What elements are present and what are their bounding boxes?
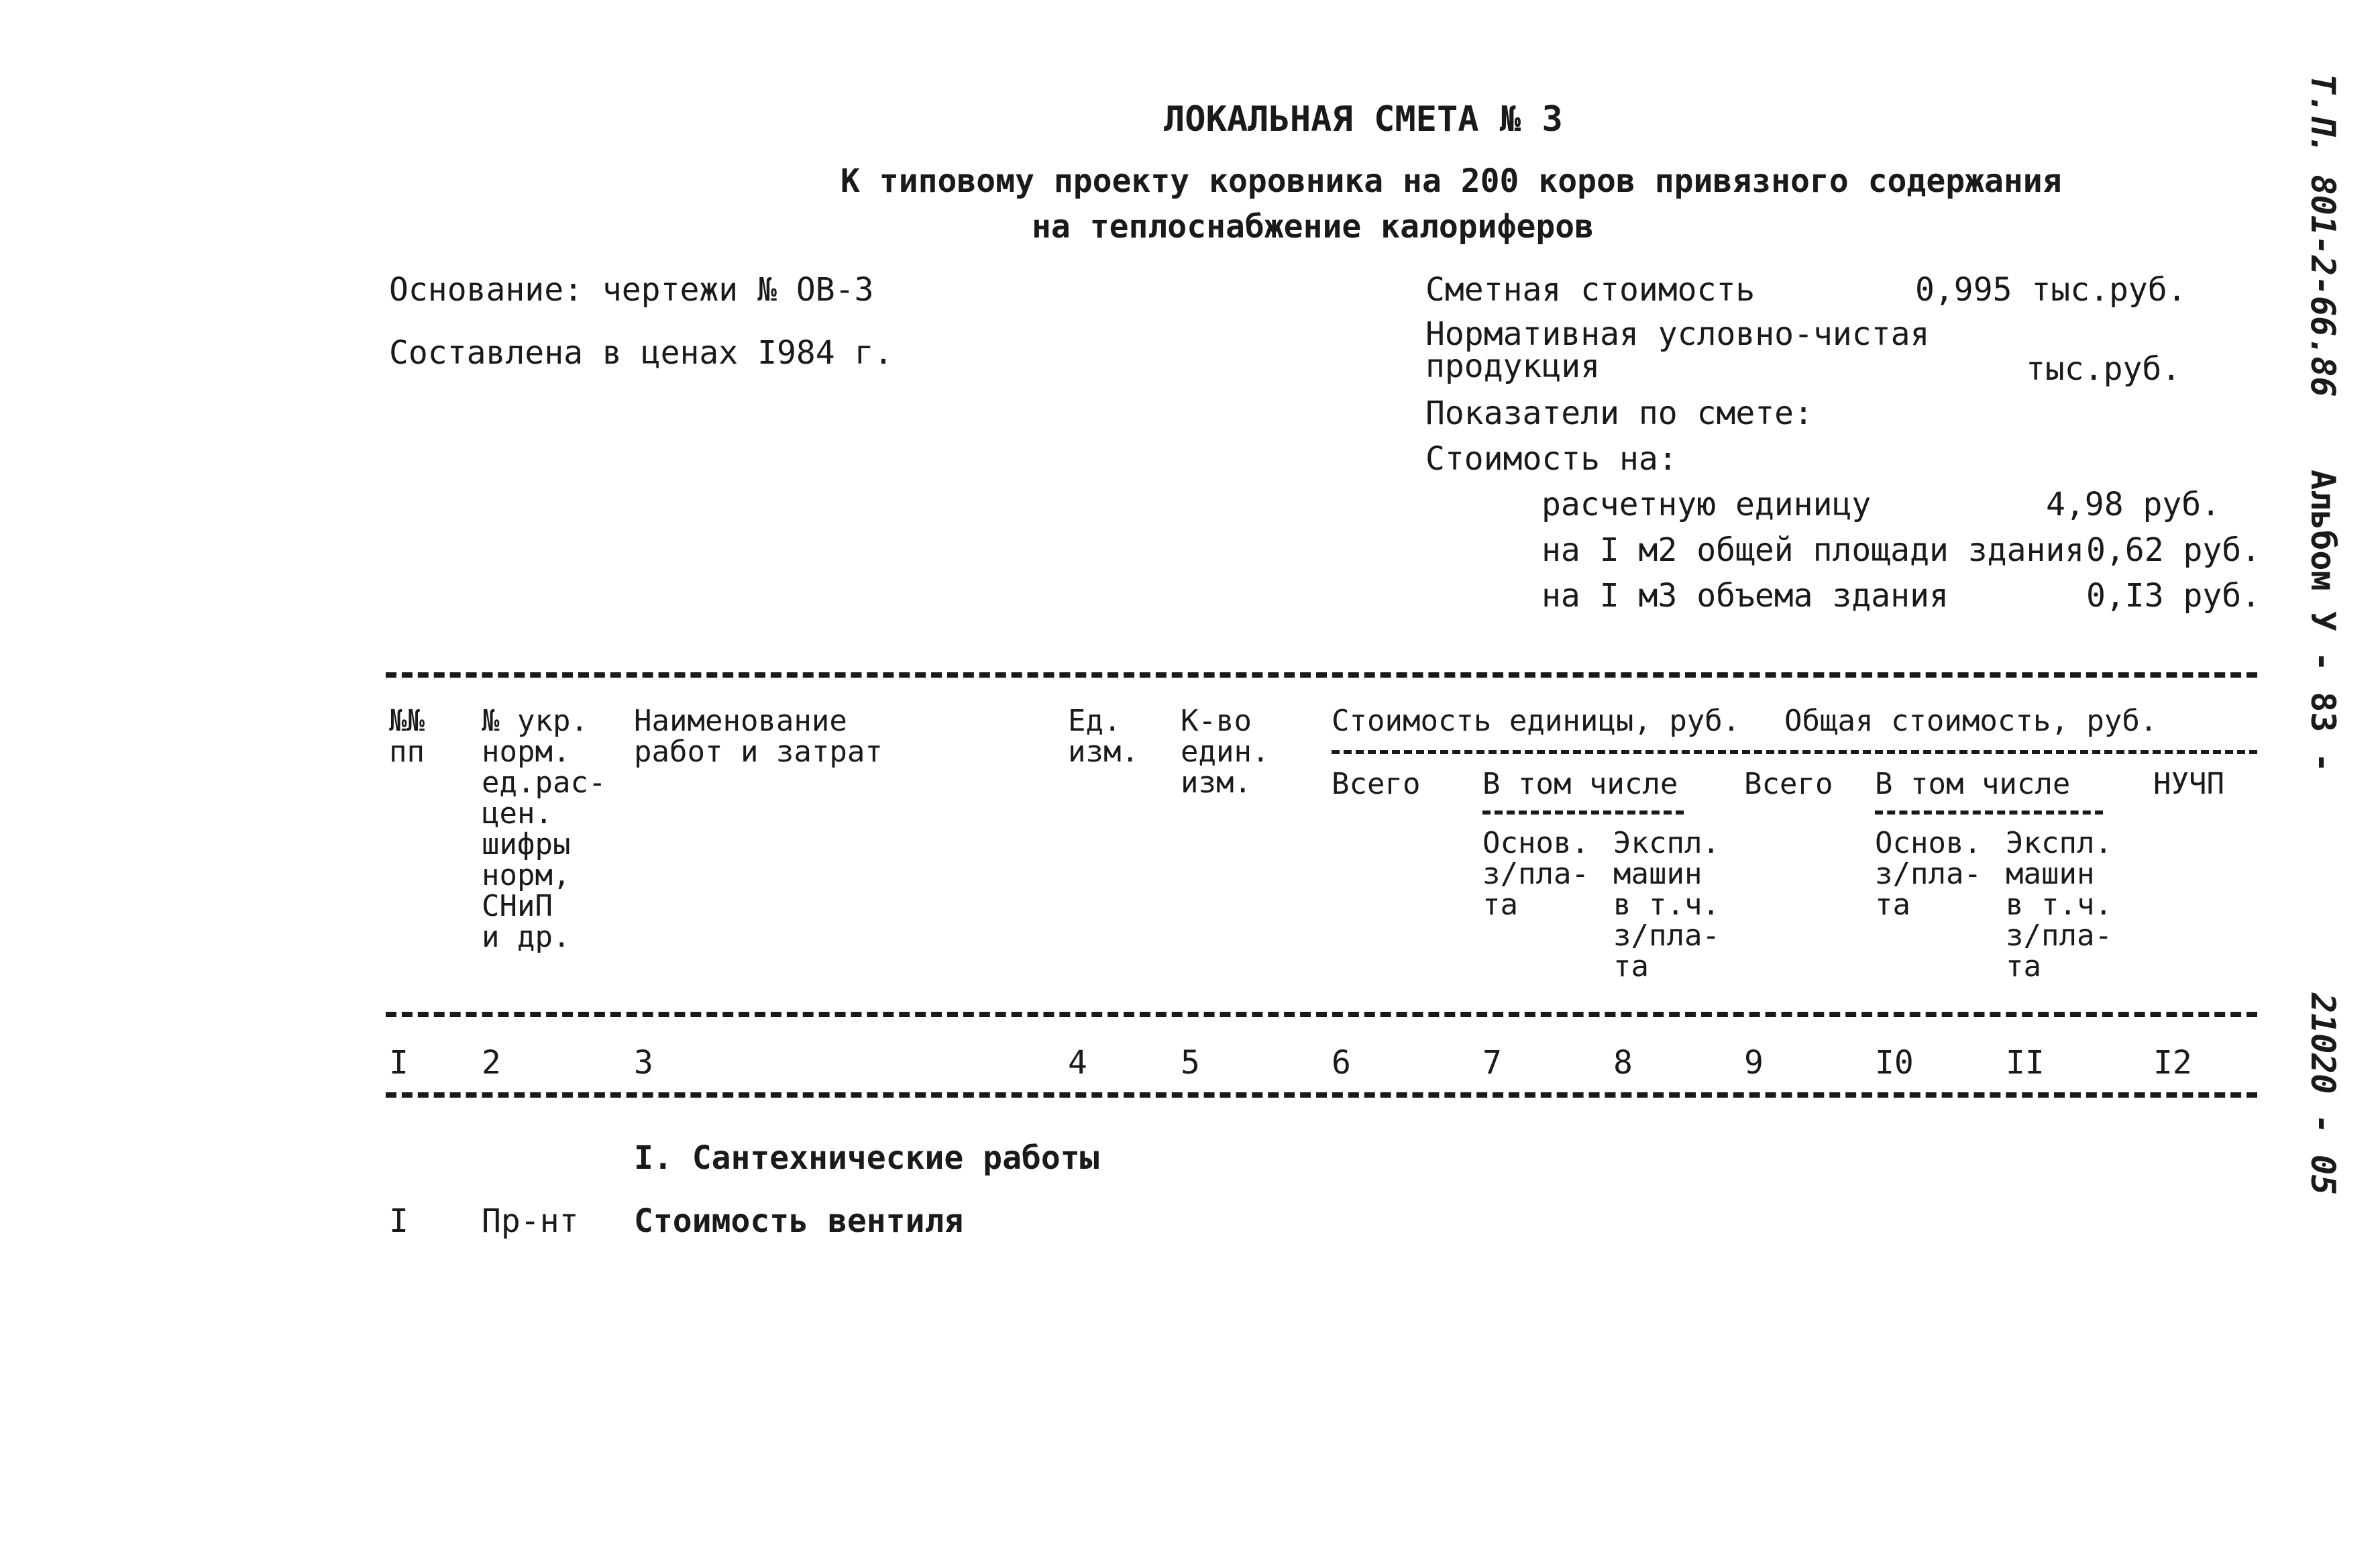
margin-sheet-code: 21020 - 05	[2304, 993, 2342, 1196]
header-incl-b-rule	[1875, 811, 2103, 815]
header-col1: №№ пп	[389, 704, 425, 769]
col-number: 5	[1181, 1044, 1200, 1082]
col-number: 7	[1482, 1044, 1502, 1082]
norm-unit: тыс.руб.	[2026, 350, 2181, 388]
col-number: I0	[1875, 1044, 1914, 1082]
col-number: 8	[1613, 1044, 1633, 1082]
indicators-label: Показатели по смете:	[1425, 395, 1813, 432]
document-subtitle-line2: на теплоснабжение калориферов	[1032, 208, 1594, 246]
header-machine-b: Экспл. машин в т.ч. з/пла- та	[2006, 826, 2112, 984]
col-number: 9	[1744, 1044, 1764, 1082]
header-total-a: Всего	[1332, 767, 1421, 801]
cost-per-label: Стоимость на:	[1425, 440, 1678, 478]
header-base-wage-a: Основ. з/пла- та	[1482, 826, 1589, 922]
margin-project-code: Т.П. 801-2-66.86	[2304, 74, 2342, 397]
header-unit-cost: Стоимость единицы, руб.	[1332, 704, 1741, 738]
per-m3-label: на I м3 объема здания	[1541, 577, 1949, 615]
col-number: I	[389, 1044, 409, 1082]
header-incl-b: В том числе	[1875, 767, 2071, 801]
col-number: 4	[1068, 1044, 1087, 1082]
header-bottom-rule	[386, 1012, 2257, 1017]
row-name: Стоимость вентиля	[634, 1202, 964, 1240]
per-m3-value: 0,I3 руб.	[2086, 577, 2261, 615]
header-col5: К-во един. изм.	[1181, 704, 1270, 800]
per-m2-label: на I м2 общей площади здания	[1541, 531, 2085, 569]
col-number: 3	[634, 1044, 653, 1082]
header-total-b: Всего	[1744, 767, 1833, 801]
col-numbers-bottom-rule	[386, 1092, 2257, 1098]
header-col3: Наименование работ и затрат	[634, 704, 883, 769]
section-title: I. Сантехнические работы	[634, 1139, 1099, 1177]
table-top-rule	[386, 672, 2257, 678]
header-total-cost: Общая стоимость, руб.	[1784, 704, 2158, 738]
norm-label-2: продукция	[1425, 348, 1601, 385]
header-incl-a-rule	[1482, 811, 1684, 815]
norm-label-1: Нормативная условно-чистая	[1425, 315, 1930, 353]
col-number: II	[2006, 1044, 2045, 1082]
cost-label: Сметная стоимость	[1425, 271, 1755, 309]
per-unit-label: расчетную единицу	[1541, 486, 1872, 523]
per-m2-value: 0,62 руб.	[2086, 531, 2261, 569]
cost-value: 0,995 тыс.руб.	[1915, 271, 2187, 309]
header-incl-a: В том числе	[1482, 767, 1678, 801]
per-unit-value: 4,98 руб.	[2046, 486, 2221, 523]
header-machine-a: Экспл. машин в т.ч. з/пла- та	[1613, 826, 1720, 984]
row-code: Пр-нт	[482, 1202, 579, 1240]
margin-album: Альбом У - 83 -	[2304, 470, 2342, 773]
basis-text: Основание: чертежи № ОВ-3	[389, 271, 874, 309]
col-number: I2	[2153, 1044, 2192, 1082]
row-number: I	[389, 1202, 409, 1240]
header-nuchp: НУЧП	[2153, 767, 2224, 801]
document-title: ЛОКАЛЬНАЯ СМЕТА № 3	[1164, 99, 1563, 140]
header-cost-rule	[1332, 750, 2257, 754]
col-number: 2	[482, 1044, 501, 1082]
header-col2: № укр. норм. ед.рас- цен. шифры норм, СНиП и др.	[482, 704, 606, 954]
prices-text: Составлена в ценах I984 г.	[389, 334, 894, 372]
header-col4: Ед. изм.	[1068, 704, 1139, 769]
header-base-wage-b: Основ. з/пла- та	[1875, 826, 1982, 922]
document-subtitle-line1: К типовому проекту коровника на 200 коров привязного содержания	[841, 162, 2062, 200]
col-number: 6	[1332, 1044, 1351, 1082]
